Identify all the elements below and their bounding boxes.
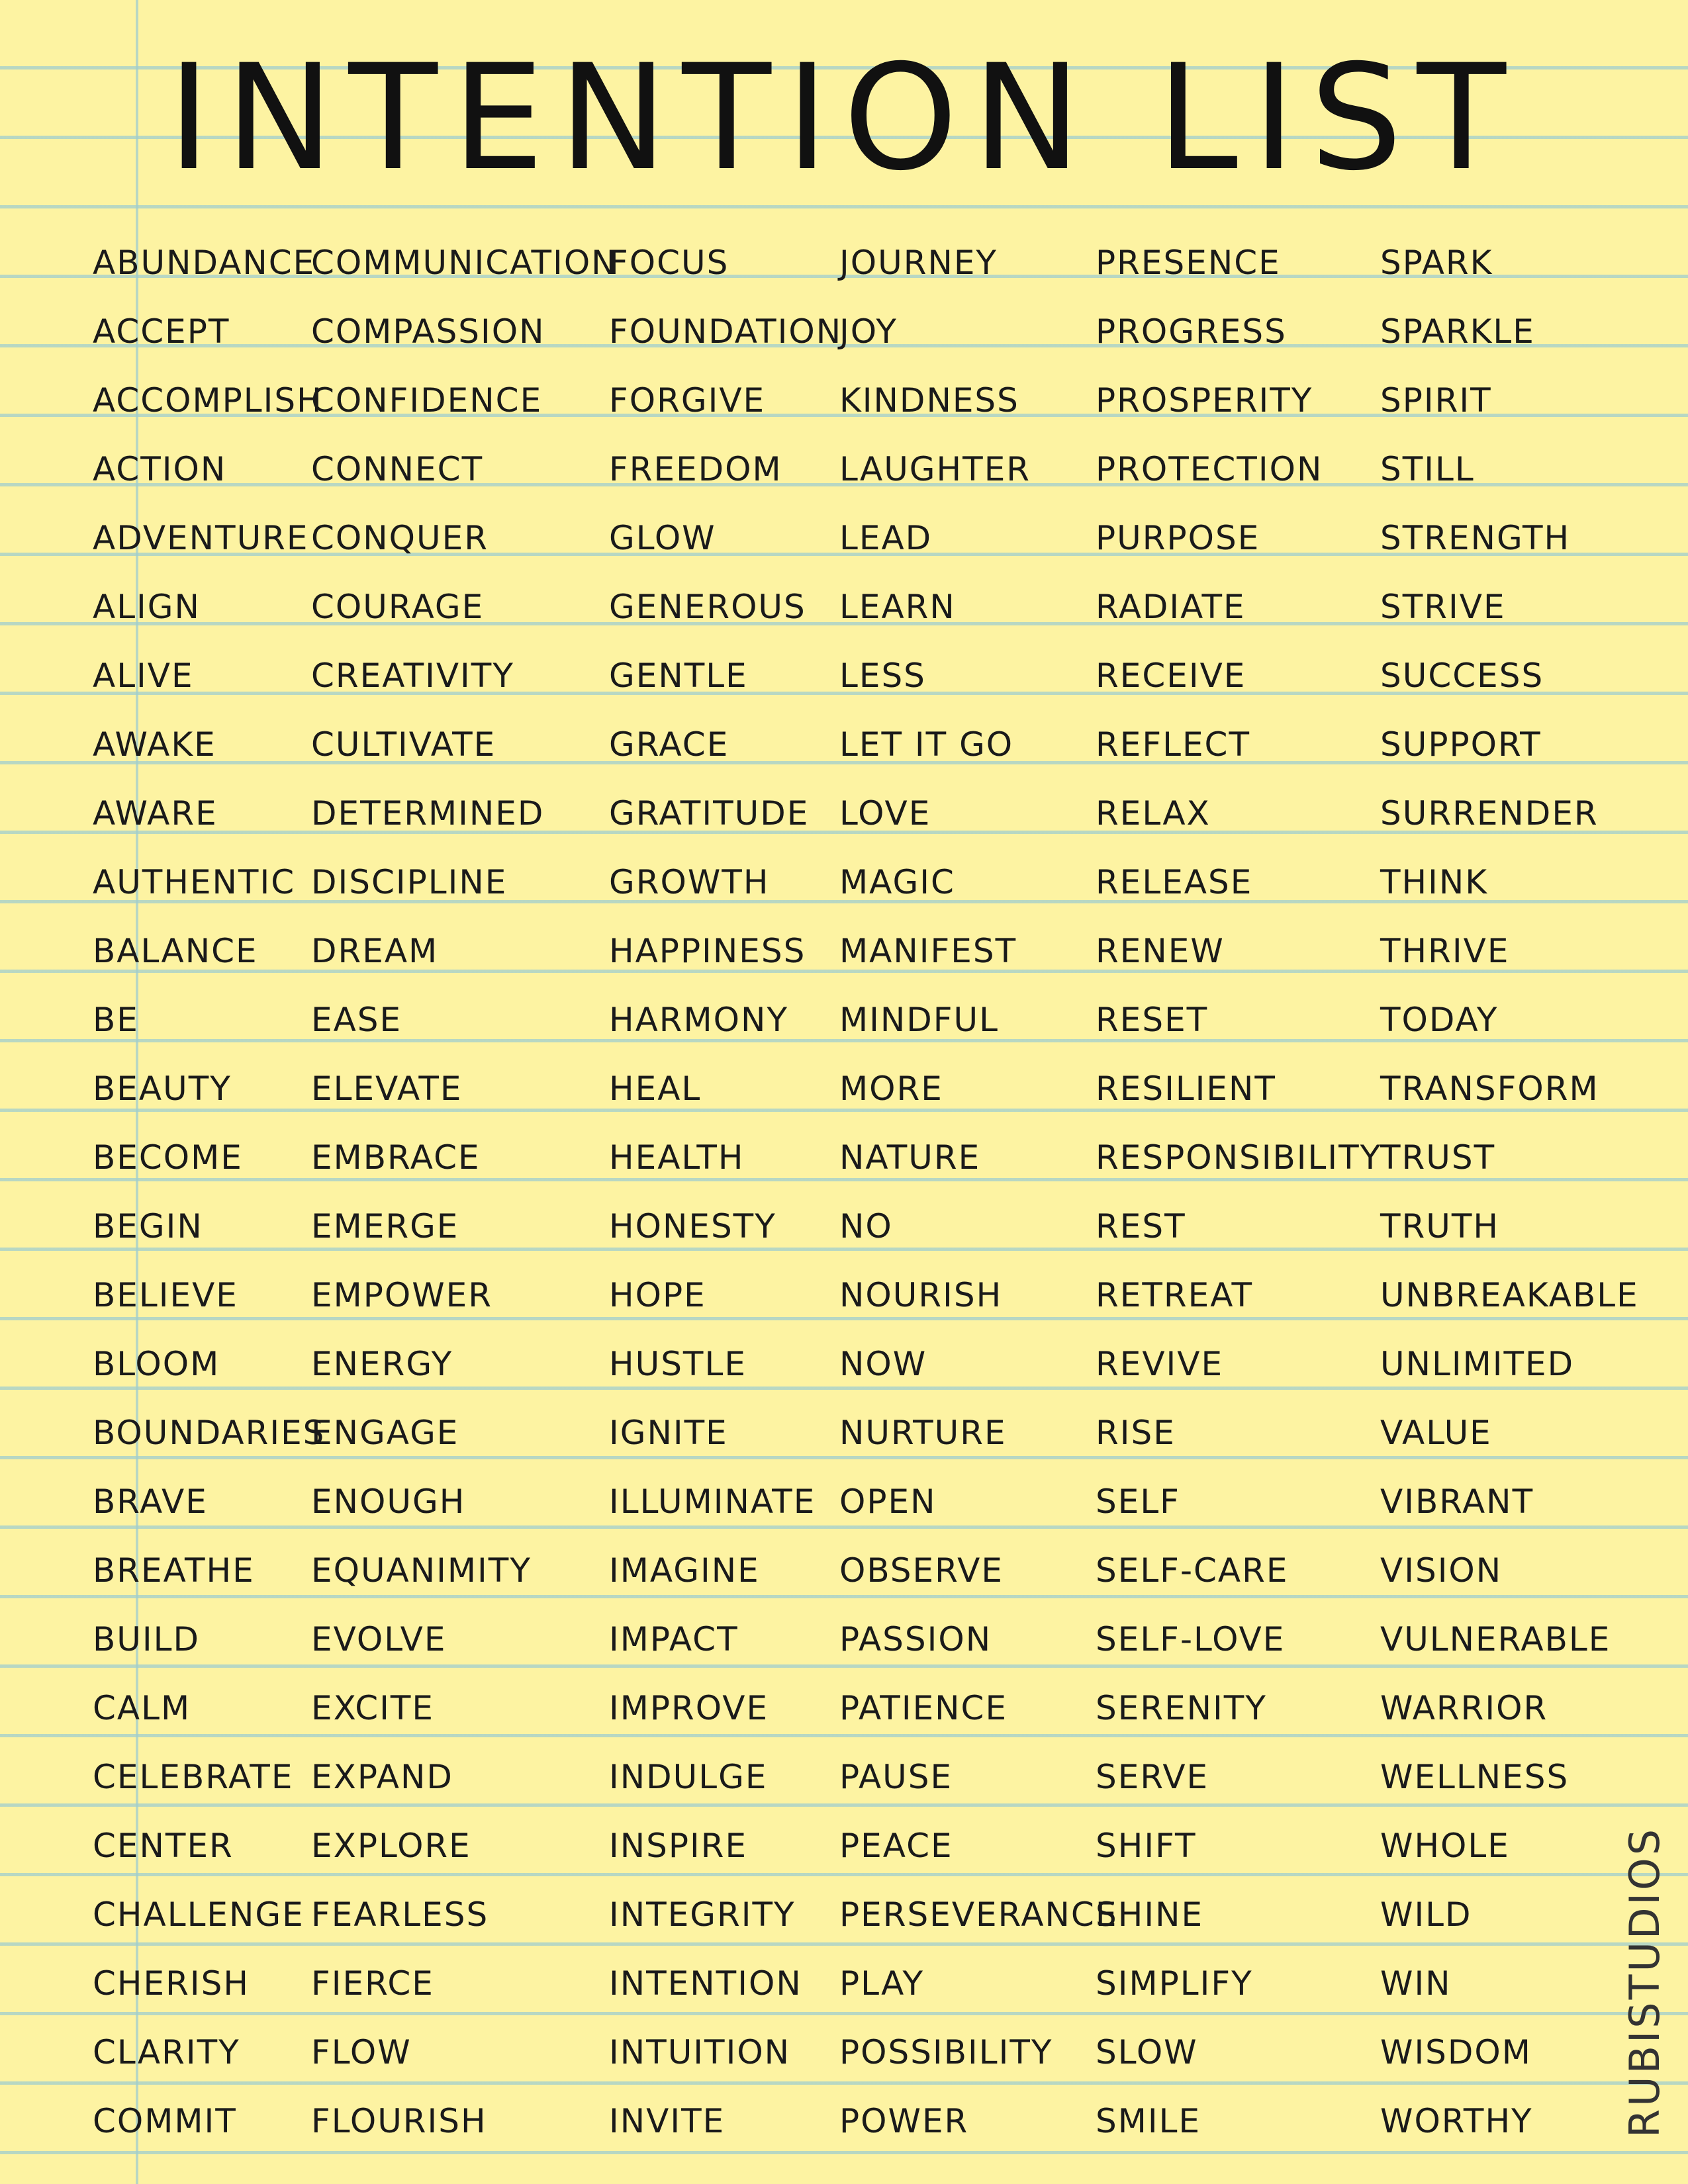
intention-word: RISE bbox=[1096, 1414, 1176, 1452]
word-column-5 bbox=[1096, 228, 1382, 2156]
intention-word: COMMIT bbox=[93, 2102, 237, 2140]
intention-word: PURPOSE bbox=[1096, 519, 1260, 557]
intention-word: DREAM bbox=[311, 932, 439, 970]
intention-word: STILL bbox=[1380, 450, 1475, 488]
intention-word: HUSTLE bbox=[609, 1345, 747, 1383]
intention-word: JOURNEY bbox=[839, 244, 998, 282]
intention-word: SERVE bbox=[1096, 1758, 1209, 1796]
intention-word: RECEIVE bbox=[1096, 657, 1246, 695]
intention-word: NO bbox=[839, 1207, 893, 1246]
intention-word: IMPROVE bbox=[609, 1689, 769, 1727]
intention-word: SUCCESS bbox=[1380, 657, 1544, 695]
intention-word: LESS bbox=[839, 657, 926, 695]
intention-word: BE bbox=[93, 1001, 139, 1039]
intention-word: INTEGRITY bbox=[609, 1895, 796, 1934]
intention-word: EMPOWER bbox=[311, 1276, 493, 1314]
intention-word: NOURISH bbox=[839, 1276, 1003, 1314]
intention-word: CHERISH bbox=[93, 1964, 250, 2003]
intention-word: LEARN bbox=[839, 588, 956, 626]
intention-word: PRESENCE bbox=[1096, 244, 1281, 282]
intention-word: PEACE bbox=[839, 1827, 953, 1865]
intention-word: GENEROUS bbox=[609, 588, 806, 626]
intention-word: DETERMINED bbox=[311, 794, 545, 833]
intention-word: RESPONSIBILITY bbox=[1096, 1138, 1382, 1177]
intention-word: INDULGE bbox=[609, 1758, 768, 1796]
intention-word: SPIRIT bbox=[1380, 381, 1492, 420]
intention-word: SELF-LOVE bbox=[1096, 1620, 1286, 1659]
intention-word: SPARKLE bbox=[1380, 312, 1535, 351]
intention-word: BELIEVE bbox=[93, 1276, 238, 1314]
intention-word: WIN bbox=[1380, 1964, 1452, 2003]
intention-word: JOY bbox=[839, 312, 898, 351]
intention-word: PLAY bbox=[839, 1964, 925, 2003]
intention-word: ELEVATE bbox=[311, 1069, 463, 1108]
intention-word: ADVENTURE bbox=[93, 519, 309, 557]
intention-word: PROSPERITY bbox=[1096, 381, 1313, 420]
intention-word: ALIVE bbox=[93, 657, 194, 695]
intention-word: BOUNDARIES bbox=[93, 1414, 326, 1452]
intention-word: TRUTH bbox=[1380, 1207, 1500, 1246]
intention-word: COMPASSION bbox=[311, 312, 545, 351]
intention-word: FLOW bbox=[311, 2033, 412, 2071]
intention-word: CENTER bbox=[93, 1827, 234, 1865]
intention-word: RESILIENT bbox=[1096, 1069, 1276, 1108]
intention-word: EXCITE bbox=[311, 1689, 434, 1727]
intention-word: AWAKE bbox=[93, 725, 216, 764]
intention-word: SLOW bbox=[1096, 2033, 1198, 2071]
intention-word: OBSERVE bbox=[839, 1551, 1004, 1590]
intention-word: RENEW bbox=[1096, 932, 1225, 970]
intention-word: LEAD bbox=[839, 519, 933, 557]
word-column-1 bbox=[93, 228, 325, 2156]
intention-word: GLOW bbox=[609, 519, 716, 557]
intention-word: REST bbox=[1096, 1207, 1186, 1246]
intention-word: PASSION bbox=[839, 1620, 992, 1659]
intention-word: ENOUGH bbox=[311, 1482, 466, 1521]
intention-word: LET IT GO bbox=[839, 725, 1014, 764]
intention-word: EXPAND bbox=[311, 1758, 453, 1796]
intention-word: STRENGTH bbox=[1380, 519, 1571, 557]
intention-word: CONQUER bbox=[311, 519, 489, 557]
intention-word: DISCIPLINE bbox=[311, 863, 508, 901]
intention-word: PAUSE bbox=[839, 1758, 953, 1796]
intention-word: OPEN bbox=[839, 1482, 937, 1521]
intention-word: VALUE bbox=[1380, 1414, 1492, 1452]
intention-word: THRIVE bbox=[1380, 932, 1510, 970]
intention-word: POWER bbox=[839, 2102, 969, 2140]
intention-word: WISDOM bbox=[1380, 2033, 1532, 2071]
intention-word: ILLUMINATE bbox=[609, 1482, 816, 1521]
intention-word: REFLECT bbox=[1096, 725, 1250, 764]
word-column-6 bbox=[1380, 228, 1639, 2156]
intention-word: BLOOM bbox=[93, 1345, 220, 1383]
intention-word: GRATITUDE bbox=[609, 794, 810, 833]
intention-word: BALANCE bbox=[93, 932, 258, 970]
intention-word: PROTECTION bbox=[1096, 450, 1323, 488]
intention-word: WORTHY bbox=[1380, 2102, 1533, 2140]
intention-word: HEALTH bbox=[609, 1138, 745, 1177]
intention-word: BEGIN bbox=[93, 1207, 203, 1246]
intention-word: TRANSFORM bbox=[1380, 1069, 1599, 1108]
intention-word: REVIVE bbox=[1096, 1345, 1224, 1383]
intention-word: WELLNESS bbox=[1380, 1758, 1570, 1796]
intention-word: MINDFUL bbox=[839, 1001, 1000, 1039]
intention-word: HARMONY bbox=[609, 1001, 788, 1039]
intention-word: PERSEVERANCE bbox=[839, 1895, 1118, 1934]
intention-word: WARRIOR bbox=[1380, 1689, 1548, 1727]
intention-word: CLARITY bbox=[93, 2033, 240, 2071]
intention-word: INTENTION bbox=[609, 1964, 802, 2003]
intention-word: MAGIC bbox=[839, 863, 955, 901]
intention-word: RELAX bbox=[1096, 794, 1211, 833]
intention-word: HOPE bbox=[609, 1276, 706, 1314]
intention-word: SELF-CARE bbox=[1096, 1551, 1289, 1590]
word-column-2 bbox=[311, 228, 618, 2156]
intention-word: FIERCE bbox=[311, 1964, 434, 2003]
intention-word: BEAUTY bbox=[93, 1069, 232, 1108]
intention-word: FREEDOM bbox=[609, 450, 782, 488]
intention-word: RESET bbox=[1096, 1001, 1209, 1039]
intention-word: FLOURISH bbox=[311, 2102, 487, 2140]
intention-word: KINDNESS bbox=[839, 381, 1019, 420]
intention-word: IMPACT bbox=[609, 1620, 739, 1659]
intention-word: HONESTY bbox=[609, 1207, 776, 1246]
intention-word: WILD bbox=[1380, 1895, 1472, 1934]
intention-word: STRIVE bbox=[1380, 588, 1506, 626]
intention-word: ABUNDANCE bbox=[93, 244, 316, 282]
intention-word: PROGRESS bbox=[1096, 312, 1287, 351]
intention-word: ACCEPT bbox=[93, 312, 230, 351]
intention-word: TODAY bbox=[1380, 1001, 1499, 1039]
intention-word: SIMPLIFY bbox=[1096, 1964, 1253, 2003]
intention-word: SURRENDER bbox=[1380, 794, 1599, 833]
intention-word: BRAVE bbox=[93, 1482, 208, 1521]
intention-word: GRACE bbox=[609, 725, 729, 764]
intention-word: SPARK bbox=[1380, 244, 1493, 282]
intention-word: MANIFEST bbox=[839, 932, 1017, 970]
intention-word: GROWTH bbox=[609, 863, 770, 901]
intention-word: LOVE bbox=[839, 794, 931, 833]
intention-word: CREATIVITY bbox=[311, 657, 514, 695]
intention-word: EMBRACE bbox=[311, 1138, 481, 1177]
intention-word: FOUNDATION bbox=[609, 312, 843, 351]
intention-word: INSPIRE bbox=[609, 1827, 748, 1865]
intention-word: NURTURE bbox=[839, 1414, 1007, 1452]
intention-word: EXPLORE bbox=[311, 1827, 471, 1865]
page-title: INTENTION LIST bbox=[167, 33, 1521, 203]
intention-word: CELEBRATE bbox=[93, 1758, 294, 1796]
intention-word: INTUITION bbox=[609, 2033, 791, 2071]
intention-word: RELEASE bbox=[1096, 863, 1253, 901]
intention-word: IGNITE bbox=[609, 1414, 728, 1452]
intention-word: SHIFT bbox=[1096, 1827, 1197, 1865]
intention-word: SELF bbox=[1096, 1482, 1180, 1521]
intention-word: WHOLE bbox=[1380, 1827, 1510, 1865]
intention-word: VULNERABLE bbox=[1380, 1620, 1611, 1659]
intention-word: RETREAT bbox=[1096, 1276, 1254, 1314]
intention-word: FEARLESS bbox=[311, 1895, 489, 1934]
intention-word: ACTION bbox=[93, 450, 227, 488]
intention-word: INVITE bbox=[609, 2102, 726, 2140]
intention-word: CALM bbox=[93, 1689, 191, 1727]
intention-word: AWARE bbox=[93, 794, 218, 833]
intention-word: IMAGINE bbox=[609, 1551, 760, 1590]
intention-word: UNLIMITED bbox=[1380, 1345, 1575, 1383]
intention-word: LAUGHTER bbox=[839, 450, 1031, 488]
intention-word: VIBRANT bbox=[1380, 1482, 1534, 1521]
intention-word: EQUANIMITY bbox=[311, 1551, 532, 1590]
intention-word: TRUST bbox=[1380, 1138, 1496, 1177]
intention-word: EASE bbox=[311, 1001, 402, 1039]
intention-word: FORGIVE bbox=[609, 381, 766, 420]
intention-word: ALIGN bbox=[93, 588, 201, 626]
intention-word: CHALLENGE bbox=[93, 1895, 305, 1934]
intention-word: POSSIBILITY bbox=[839, 2033, 1053, 2071]
intention-word: SMILE bbox=[1096, 2102, 1201, 2140]
intention-word: FOCUS bbox=[609, 244, 729, 282]
intention-word: UNBREAKABLE bbox=[1380, 1276, 1639, 1314]
intention-word: CULTIVATE bbox=[311, 725, 496, 764]
intention-word: EMERGE bbox=[311, 1207, 459, 1246]
intention-word: MORE bbox=[839, 1069, 943, 1108]
intention-word: CONNECT bbox=[311, 450, 484, 488]
brand-watermark: RUBISTUDIOS bbox=[1620, 1826, 1669, 2138]
intention-word: RADIATE bbox=[1096, 588, 1246, 626]
intention-word: COMMUNICATION bbox=[311, 244, 618, 282]
intention-word: ENGAGE bbox=[311, 1414, 459, 1452]
intention-word: THINK bbox=[1380, 863, 1489, 901]
intention-word: GENTLE bbox=[609, 657, 748, 695]
intention-word: BECOME bbox=[93, 1138, 243, 1177]
intention-word: EVOLVE bbox=[311, 1620, 447, 1659]
intention-word: ACCOMPLISH bbox=[93, 381, 323, 420]
intention-word: AUTHENTIC bbox=[93, 863, 296, 901]
word-column-4 bbox=[839, 228, 1117, 2156]
intention-word: NATURE bbox=[839, 1138, 981, 1177]
intention-word: SHINE bbox=[1096, 1895, 1204, 1934]
word-columns bbox=[93, 228, 1688, 2148]
intention-word: SUPPORT bbox=[1380, 725, 1542, 764]
intention-word: NOW bbox=[839, 1345, 927, 1383]
intention-word: BREATHE bbox=[93, 1551, 255, 1590]
intention-word: HEAL bbox=[609, 1069, 702, 1108]
intention-word: COURAGE bbox=[311, 588, 485, 626]
intention-word: VISION bbox=[1380, 1551, 1503, 1590]
intention-word: CONFIDENCE bbox=[311, 381, 543, 420]
intention-word: HAPPINESS bbox=[609, 932, 806, 970]
intention-word: BUILD bbox=[93, 1620, 201, 1659]
intention-word: PATIENCE bbox=[839, 1689, 1008, 1727]
word-column-3 bbox=[609, 228, 842, 2156]
intention-word: ENERGY bbox=[311, 1345, 453, 1383]
intention-word: SERENITY bbox=[1096, 1689, 1267, 1727]
